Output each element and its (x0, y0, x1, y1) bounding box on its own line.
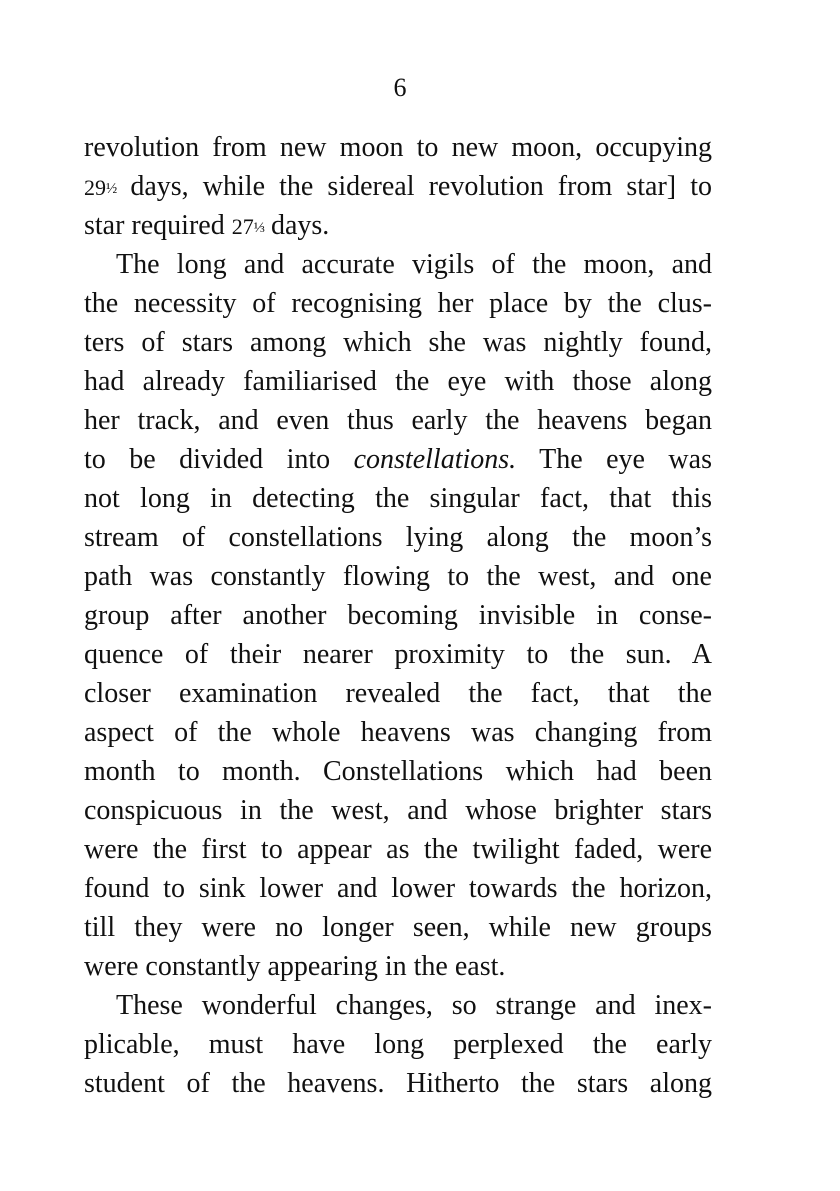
text-line: not long in detecting the singular fact, that this (84, 483, 712, 514)
text-line (84, 440, 712, 479)
text-line: stream of constellations lying along the moon’s (84, 522, 712, 553)
text-fragment: star required (84, 210, 232, 241)
fraction-number: 29 (84, 175, 106, 200)
text-fragment: to be divided into (84, 444, 354, 475)
text-line: had already familiarised the eye with those along (84, 366, 712, 397)
text-line: The long and accurate vigils of the moon, and (116, 249, 712, 280)
text-line: closer examination revealed the fact, that the (84, 678, 712, 709)
text-fragment: The eye was (516, 444, 712, 475)
body-text (84, 128, 712, 1103)
fraction-number: 27 (231, 214, 254, 239)
text-line: were the first to appear as the twilight faded, were (84, 834, 712, 865)
text-line: conspicuous in the west, and whose brighter stars (84, 795, 712, 826)
text-line: student of the heavens. Hitherto the stars along (84, 1068, 712, 1099)
text-line: the necessity of recognising her place by the clus- (84, 288, 712, 319)
text-line (84, 167, 712, 206)
text-line: her track, and even thus early the heavens began (84, 405, 712, 436)
text-line: revolution from new moon to new moon, occupying (84, 132, 712, 163)
italic-term: constellations. (353, 444, 517, 475)
text-line: month to month. Constellations which had been (84, 756, 712, 787)
text-line: quence of their nearer proximity to the sun. A (84, 639, 712, 670)
fraction-glyph: ⅓ (253, 220, 264, 236)
fraction-glyph: ½ (106, 181, 117, 197)
text-fragment: days, while the sidereal revolution from star (116, 171, 667, 202)
text-fragment: days. (263, 210, 330, 241)
text-line: were constantly appearing in the east. (84, 951, 506, 982)
text-line: till they were no longer seen, while new groups (84, 912, 712, 943)
text-line (84, 206, 712, 245)
text-line: aspect of the whole heavens was changing from (84, 717, 712, 748)
text-line: plicable, must have long perplexed the early (84, 1029, 712, 1060)
text-line: These wonderful changes, so strange and inex- (116, 990, 712, 1021)
text-line: path was constantly flowing to the west, and one (84, 561, 712, 592)
text-line: group after another becoming invisible in conse- (84, 600, 712, 631)
text-line: found to sink lower and lower towards the horizon, (84, 873, 712, 904)
text-line: ters of stars among which she was nightly found, (84, 327, 712, 358)
text-fragment: ] to (666, 171, 712, 202)
page-number: 6 (393, 73, 407, 102)
